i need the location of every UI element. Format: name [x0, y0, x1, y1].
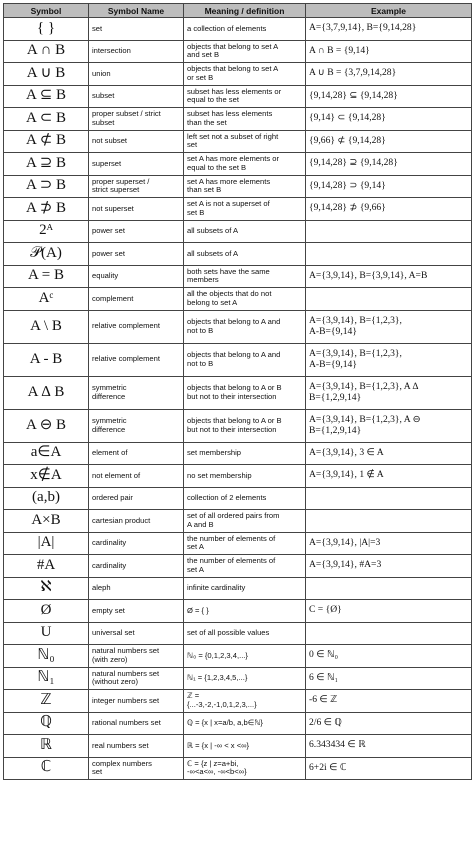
- symbol-name-cell-line: intersection: [92, 46, 131, 55]
- symbol-name-cell-line: real numbers set: [92, 740, 149, 750]
- table-row: [4, 18, 472, 41]
- example-cell-line: A={3,9,14}, B={1,2,3},: [309, 347, 402, 359]
- header-symbol-name: Symbol Name: [89, 4, 184, 18]
- symbol-cell: A - B: [4, 343, 89, 376]
- symbol-name-cell: [89, 577, 184, 600]
- symbol-name-cell: [89, 288, 184, 311]
- example-cell-line: A-B={9,14}: [309, 358, 357, 370]
- table-row: [4, 532, 472, 555]
- symbol-name-cell: [89, 667, 184, 690]
- example-cell-line: A={3,7,9,14}, B={9,14,28}: [309, 22, 417, 34]
- symbol-name-cell: [89, 310, 184, 343]
- example-cell: [306, 18, 472, 41]
- symbol-name-cell: [89, 487, 184, 510]
- meaning-cell: [184, 690, 306, 713]
- symbol-cell: A ∩ B: [4, 40, 89, 63]
- symbol-name-cell: [89, 465, 184, 488]
- table-row: [4, 622, 472, 645]
- example-cell-line: 6.343434 ∈ ℝ: [309, 739, 366, 751]
- symbol-name-cell: [89, 108, 184, 131]
- example-cell: [306, 108, 472, 131]
- meaning-cell-line: set B: [187, 207, 205, 217]
- meaning-cell: [184, 198, 306, 221]
- symbol-name-cell-line: union: [92, 68, 111, 78]
- symbol-name-cell: [89, 555, 184, 578]
- example-cell-line: A={3,9,14}, #A=3: [309, 559, 382, 571]
- meaning-cell: [184, 376, 306, 409]
- example-cell-line: A ∩ B = {9,14}: [309, 44, 370, 56]
- meaning-cell-line: not to B: [187, 325, 214, 335]
- meaning-cell-line: set A has more elements: [187, 176, 271, 186]
- symbol-cell: Aᶜ: [4, 288, 89, 311]
- meaning-cell: [184, 409, 306, 442]
- symbol-name-cell-line: not element of: [92, 470, 141, 480]
- table-row: [4, 690, 472, 713]
- table-row: [4, 735, 472, 758]
- example-cell-line: C = {Ø}: [309, 604, 342, 616]
- example-cell-line: {9,66} ⊄ {9,14,28}: [309, 134, 386, 146]
- example-cell-line: A={3,9,14}, 1 ∉ A: [309, 469, 384, 481]
- symbol-name-cell-line: set: [92, 23, 103, 33]
- meaning-cell: [184, 85, 306, 108]
- example-cell: [306, 645, 472, 668]
- example-cell: [306, 198, 472, 221]
- symbol-cell: ℕ₁: [4, 667, 89, 690]
- example-cell: [306, 85, 472, 108]
- meaning-cell: [184, 712, 306, 735]
- set-symbols-table: [3, 3, 472, 780]
- meaning-cell-line: than set B: [187, 185, 222, 195]
- example-cell-line: 6 ∈ ℕ₁: [309, 671, 338, 683]
- meaning-cell-line: objects that belong to A and: [187, 317, 281, 326]
- symbol-name-cell: [89, 735, 184, 758]
- meaning-cell-line: and set B: [187, 50, 220, 60]
- symbol-name-cell-line: subset: [92, 91, 115, 100]
- symbol-cell: A \ B: [4, 310, 89, 343]
- table-row: [4, 487, 472, 510]
- table-row: [4, 288, 472, 311]
- example-cell-line: 0 ∈ ℕ₀: [309, 649, 338, 661]
- meaning-cell-line: set: [187, 140, 198, 150]
- example-cell: [306, 243, 472, 266]
- table-row: [4, 465, 472, 488]
- meaning-cell-line: all the objects that do not: [187, 289, 272, 299]
- header-row: [4, 4, 472, 18]
- symbol-cell: A ⊖ B: [4, 409, 89, 442]
- symbol-name-cell-line: ordered pair: [92, 493, 133, 502]
- meaning-cell-line: ℕ₁ = {1,2,3,4,5,...}: [187, 673, 248, 682]
- symbol-cell: { }: [4, 18, 89, 41]
- example-cell-line: 6+2i ∈ ℂ: [309, 761, 347, 773]
- table-row: [4, 409, 472, 442]
- example-cell: [306, 153, 472, 176]
- table-row: [4, 175, 472, 198]
- meaning-cell-line: collection of 2 elements: [187, 493, 267, 502]
- meaning-cell: [184, 645, 306, 668]
- symbol-name-cell-line: superset: [92, 158, 122, 168]
- table-row: [4, 442, 472, 465]
- meaning-cell-line: set of all ordered pairs from: [187, 511, 280, 521]
- symbol-name-cell-line: rational numbers set: [92, 718, 161, 727]
- example-cell: [306, 690, 472, 713]
- symbol-cell: ℚ: [4, 712, 89, 735]
- example-cell-line: A={3,9,14}, B={1,2,3}, A ∆: [309, 380, 419, 392]
- header-example: Example: [306, 4, 472, 18]
- symbol-name-cell-line: empty set: [92, 605, 125, 615]
- meaning-cell: [184, 465, 306, 488]
- example-cell-line: B={1,2,9,14}: [309, 424, 362, 436]
- table-row: [4, 310, 472, 343]
- example-cell: [306, 63, 472, 86]
- symbol-name-cell-line: difference: [92, 391, 126, 401]
- symbol-name-cell: [89, 712, 184, 735]
- symbol-name-cell-line: symmetric: [92, 416, 127, 425]
- symbol-cell: ℂ: [4, 757, 89, 780]
- meaning-cell-line: or set B: [187, 72, 214, 82]
- meaning-cell-line: objects that belong to set A: [187, 64, 279, 74]
- symbol-name-cell-line: strict superset: [92, 185, 140, 195]
- example-cell-line: A={3,9,14}, B={1,2,3},: [309, 314, 402, 326]
- symbol-name-cell-line: difference: [92, 424, 126, 434]
- symbol-cell: 2ᴬ: [4, 220, 89, 243]
- symbol-name-cell-line: proper superset /: [92, 176, 150, 186]
- example-cell: [306, 40, 472, 63]
- meaning-cell-line: both sets have the same: [187, 266, 270, 276]
- meaning-cell-line: -∞<a<∞, -∞<b<∞}: [187, 767, 247, 777]
- example-cell-line: {9,14,28} ⊇ {9,14,28}: [309, 157, 398, 169]
- meaning-cell: [184, 757, 306, 780]
- meaning-cell: [184, 153, 306, 176]
- meaning-cell-line: set A is not a superset of: [187, 199, 270, 209]
- symbol-cell: Ø: [4, 600, 89, 623]
- example-cell: [306, 288, 472, 311]
- example-cell: [306, 600, 472, 623]
- symbol-cell: x∉A: [4, 465, 89, 488]
- symbol-cell: A ⊂ B: [4, 108, 89, 131]
- table-row: [4, 555, 472, 578]
- table-row: [4, 63, 472, 86]
- symbol-cell: ℤ: [4, 690, 89, 713]
- table-row: [4, 712, 472, 735]
- meaning-cell: [184, 130, 306, 153]
- meaning-cell-line: ℕ₀ = {0,1,2,3,4,...}: [187, 650, 248, 660]
- meaning-cell: [184, 220, 306, 243]
- symbol-name-cell-line: power set: [92, 248, 125, 258]
- symbol-cell: A ∪ B: [4, 63, 89, 86]
- symbol-cell: A ⊇ B: [4, 153, 89, 176]
- symbol-name-cell: [89, 243, 184, 266]
- meaning-cell-line: set A has more elements or: [187, 154, 280, 164]
- meaning-cell: [184, 18, 306, 41]
- symbol-cell: ℝ: [4, 735, 89, 758]
- meaning-cell-line: equal to the set: [187, 95, 239, 105]
- example-cell-line: {9,14,28} ⊃ {9,14}: [309, 179, 386, 191]
- example-cell-line: -6 ∈ ℤ: [309, 694, 338, 706]
- symbol-cell: 𝒫(A): [4, 243, 89, 266]
- meaning-cell-line: left set not a subset of right: [187, 131, 279, 141]
- example-cell-line: A={3,9,14}, B={1,2,3}, A ⊖: [309, 413, 421, 425]
- example-cell: [306, 310, 472, 343]
- meaning-cell: [184, 243, 306, 266]
- symbol-name-cell: [89, 85, 184, 108]
- symbol-cell: A ⊅ B: [4, 198, 89, 221]
- symbol-name-cell: [89, 265, 184, 288]
- symbol-cell: A ∆ B: [4, 376, 89, 409]
- table-row: [4, 376, 472, 409]
- symbol-name-cell-line: element of: [92, 448, 128, 457]
- example-cell-line: {9,14,28} ⊆ {9,14,28}: [309, 89, 398, 101]
- symbol-name-cell-line: cartesian product: [92, 515, 151, 525]
- example-cell: [306, 442, 472, 465]
- meaning-cell-line: ℂ = {z | z=a+bi,: [187, 758, 239, 768]
- example-cell: [306, 757, 472, 780]
- meaning-cell-line: set A: [187, 542, 204, 552]
- symbol-name-cell-line: not subset: [92, 136, 128, 145]
- example-cell: [306, 577, 472, 600]
- meaning-cell-line: but not to their intersection: [187, 391, 277, 401]
- table-row: [4, 510, 472, 533]
- meaning-cell-line: objects that belong to set A: [187, 41, 279, 51]
- table-row: [4, 108, 472, 131]
- meaning-cell-line: ℝ = {x | -∞ < x <∞}: [187, 740, 250, 750]
- example-cell: [306, 175, 472, 198]
- header-meaning: Meaning / definition: [184, 4, 306, 18]
- meaning-cell-line: not to B: [187, 358, 214, 368]
- symbol-name-cell: [89, 645, 184, 668]
- symbol-cell: |A|: [4, 532, 89, 555]
- table-row: [4, 645, 472, 668]
- meaning-cell: [184, 555, 306, 578]
- symbol-cell: A ⊄ B: [4, 130, 89, 153]
- meaning-cell: [184, 577, 306, 600]
- symbol-name-cell: [89, 175, 184, 198]
- meaning-cell-line: members: [187, 275, 219, 285]
- symbol-name-cell-line: complement: [92, 293, 134, 303]
- table-row: [4, 757, 472, 780]
- meaning-cell-line: all subsets of A: [187, 226, 239, 235]
- symbol-name-cell: [89, 442, 184, 465]
- meaning-cell-line: objects that belong to A or B: [187, 416, 282, 425]
- table-row: [4, 153, 472, 176]
- symbol-name-cell-line: set: [92, 767, 103, 777]
- meaning-cell: [184, 175, 306, 198]
- meaning-cell-line: objects that belong to A or B: [187, 383, 282, 392]
- header-symbol: Symbol: [4, 4, 89, 18]
- table-row: [4, 85, 472, 108]
- symbol-name-cell-line: equality: [92, 271, 119, 280]
- table-row: [4, 667, 472, 690]
- symbol-name-cell-line: complex numbers: [92, 758, 152, 768]
- table-row: [4, 198, 472, 221]
- meaning-cell-line: equal to the set B: [187, 162, 247, 172]
- meaning-cell: [184, 288, 306, 311]
- meaning-cell: [184, 735, 306, 758]
- example-cell-line: A={3,9,14}, |A|=3: [309, 536, 381, 548]
- symbol-cell: #A: [4, 555, 89, 578]
- example-cell: [306, 465, 472, 488]
- meaning-cell-line: ℤ =: [187, 691, 200, 701]
- example-cell: [306, 409, 472, 442]
- symbol-name-cell: [89, 376, 184, 409]
- table-body: [4, 18, 472, 780]
- meaning-cell-line: subset has less elements or: [187, 86, 282, 96]
- symbol-name-cell-line: universal set: [92, 628, 135, 637]
- example-cell: [306, 130, 472, 153]
- symbol-name-cell: [89, 40, 184, 63]
- example-cell-line: {9,14} ⊂ {9,14,28}: [309, 112, 386, 124]
- example-cell-line: {9,14,28} ⊅ {9,66}: [309, 202, 386, 214]
- example-cell: [306, 667, 472, 690]
- symbol-name-cell: [89, 198, 184, 221]
- meaning-cell: [184, 487, 306, 510]
- table-row: [4, 265, 472, 288]
- symbol-name-cell-line: integer numbers set: [92, 695, 160, 705]
- meaning-cell-line: A and B: [187, 519, 214, 529]
- meaning-cell: [184, 40, 306, 63]
- symbol-name-cell-line: proper subset / strict: [92, 109, 161, 119]
- example-cell-line: 2/6 ∈ ℚ: [309, 716, 342, 728]
- symbol-cell: ℵ: [4, 577, 89, 600]
- symbol-name-cell-line: cardinality: [92, 538, 127, 547]
- symbol-name-cell: [89, 153, 184, 176]
- table-header: [4, 4, 472, 18]
- meaning-cell: [184, 108, 306, 131]
- meaning-cell-line: ℚ = {x | x=a/b, a,b∈ℕ}: [187, 718, 263, 727]
- symbol-name-cell-line: cardinality: [92, 560, 127, 570]
- meaning-cell-line: belong to set A: [187, 297, 238, 307]
- example-cell: [306, 487, 472, 510]
- table-row: [4, 40, 472, 63]
- symbol-name-cell: [89, 600, 184, 623]
- meaning-cell-line: Ø = { }: [187, 605, 209, 615]
- meaning-cell: [184, 532, 306, 555]
- meaning-cell-line: than the set: [187, 117, 227, 127]
- meaning-cell-line: set membership: [187, 448, 242, 457]
- example-cell: [306, 555, 472, 578]
- meaning-cell-line: infinite cardinality: [187, 583, 246, 592]
- example-cell-line: A ∪ B = {3,7,9,14,28}: [309, 67, 397, 79]
- example-cell-line: B={1,2,9,14}: [309, 391, 362, 403]
- symbol-name-cell-line: aleph: [92, 583, 111, 592]
- symbol-cell: A = B: [4, 265, 89, 288]
- symbol-name-cell: [89, 220, 184, 243]
- symbol-name-cell-line: subset: [92, 117, 115, 127]
- example-cell: [306, 532, 472, 555]
- symbol-name-cell: [89, 130, 184, 153]
- meaning-cell: [184, 63, 306, 86]
- table-row: [4, 130, 472, 153]
- symbol-name-cell: [89, 622, 184, 645]
- example-cell: [306, 376, 472, 409]
- meaning-cell-line: the number of elements of: [187, 556, 276, 566]
- symbol-name-cell-line: natural numbers set: [92, 646, 160, 656]
- meaning-cell-line: all subsets of A: [187, 248, 239, 258]
- example-cell: [306, 622, 472, 645]
- example-cell: [306, 220, 472, 243]
- symbol-name-cell-line: relative complement: [92, 354, 160, 364]
- example-cell-line: A={3,9,14}, 3 ∈ A: [309, 446, 384, 458]
- symbol-name-cell: [89, 63, 184, 86]
- meaning-cell-line: the number of elements of: [187, 533, 276, 543]
- table-row: [4, 220, 472, 243]
- meaning-cell-line: a collection of elements: [187, 23, 267, 33]
- table-row: [4, 243, 472, 266]
- symbol-name-cell: [89, 343, 184, 376]
- symbol-cell: A×B: [4, 510, 89, 533]
- example-cell: [306, 265, 472, 288]
- table-row: [4, 600, 472, 623]
- example-cell-line: A-B={9,14}: [309, 325, 357, 337]
- meaning-cell-line: set A: [187, 564, 204, 574]
- symbol-cell: a∈A: [4, 442, 89, 465]
- meaning-cell: [184, 442, 306, 465]
- meaning-cell: [184, 600, 306, 623]
- table-row: [4, 577, 472, 600]
- example-cell: [306, 712, 472, 735]
- symbol-name-cell: [89, 510, 184, 533]
- symbol-cell: ℕ₀: [4, 645, 89, 668]
- symbol-name-cell: [89, 690, 184, 713]
- meaning-cell: [184, 265, 306, 288]
- example-cell-line: A={3,9,14}, B={3,9,14}, A=B: [309, 269, 428, 281]
- meaning-cell: [184, 667, 306, 690]
- symbol-cell: A ⊆ B: [4, 85, 89, 108]
- symbol-name-cell: [89, 409, 184, 442]
- symbol-name-cell: [89, 757, 184, 780]
- meaning-cell-line: no set membership: [187, 470, 252, 480]
- example-cell: [306, 343, 472, 376]
- symbol-name-cell-line: natural numbers set: [92, 668, 160, 678]
- table-row: [4, 343, 472, 376]
- meaning-cell: [184, 510, 306, 533]
- symbol-name-cell-line: not superset: [92, 203, 134, 213]
- symbol-name-cell-line: (without zero): [92, 677, 139, 687]
- meaning-cell-line: subset has less elements: [187, 109, 273, 119]
- symbol-name-cell-line: (with zero): [92, 654, 128, 664]
- meaning-cell: [184, 310, 306, 343]
- symbol-cell: A ⊃ B: [4, 175, 89, 198]
- symbol-name-cell-line: symmetric: [92, 383, 127, 392]
- symbol-name-cell: [89, 532, 184, 555]
- meaning-cell: [184, 622, 306, 645]
- meaning-cell-line: but not to their intersection: [187, 424, 277, 434]
- meaning-cell-line: {...-3,-2,-1,0,1,2,3,...}: [187, 699, 257, 709]
- symbol-cell: (a,b): [4, 487, 89, 510]
- example-cell: [306, 510, 472, 533]
- meaning-cell-line: set of all possible values: [187, 628, 270, 637]
- symbol-cell: U: [4, 622, 89, 645]
- meaning-cell-line: objects that belong to A and: [187, 350, 281, 359]
- meaning-cell: [184, 343, 306, 376]
- symbol-name-cell-line: relative complement: [92, 321, 160, 331]
- example-cell: [306, 735, 472, 758]
- symbol-name-cell-line: power set: [92, 226, 125, 235]
- symbol-name-cell: [89, 18, 184, 41]
